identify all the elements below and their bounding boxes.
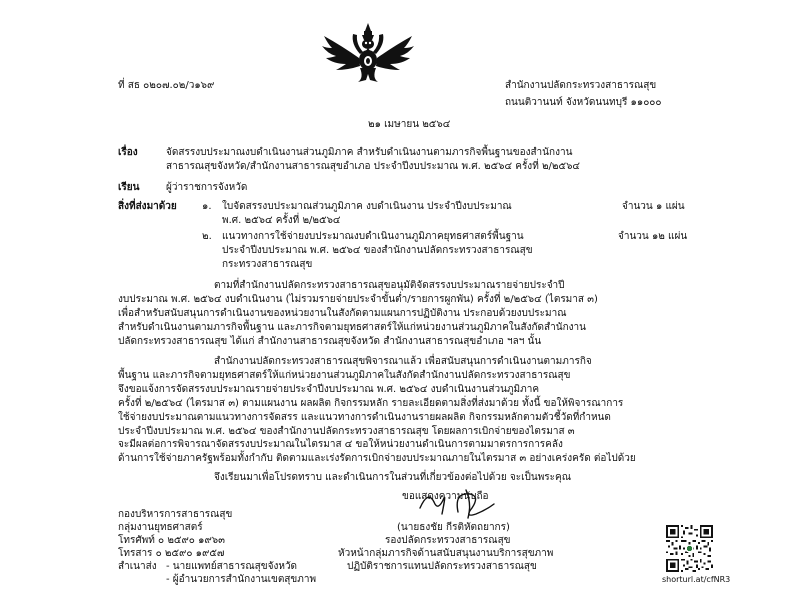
body-paragraph-2 bbox=[118, 355, 688, 466]
paragraph-line: ปลัดกระทรวงสาธารณสุข ได้แก่ สำนักงานสาธารณสุขจังหวัด สำนักงานสาธารณสุขอำเภอ ฯลฯ นั้น bbox=[118, 335, 542, 347]
regards: ขอแสดงความนับถือ bbox=[402, 491, 489, 502]
group-name: กลุ่มงานยุทธศาสตร์ bbox=[118, 522, 203, 533]
paragraph-line: ด้านการใช้จ่ายภาครัฐพร้อมทั้งกำกับ ติดตามและเร่งรัดการเบิกจ่ายงบประมาณภายในไตรมาส ๓ อย่างเคร่งครัด ต่อไปด้วย bbox=[118, 453, 636, 465]
paragraph-line: ใช้จ่ายงบประมาณตามแนวทางการจัดสรร และแนวทางการดำเนินงานรายผลผลิต กิจกรรมหลักตามตัวชี้วัดที่กำหนด bbox=[118, 411, 611, 423]
paragraph-line: พื้นฐาน และภารกิจตามยุทธศาสตร์ให้แก่หน่วยงานส่วนภูมิภาคในสังกัดสำนักงานปลัดกระทรวงสาธารณสุข bbox=[118, 369, 571, 381]
subject-line: จัดสรรงบประมาณงบดำเนินงานส่วนภูมิภาค สำหรับดำเนินงานตามภารกิจพื้นฐานของสำนักงาน bbox=[166, 147, 573, 158]
enclosure-line: พ.ศ. ๒๕๖๔ ครั้งที่ ๒/๒๕๖๔ bbox=[222, 215, 341, 226]
paragraph-line: จะมีผลต่อการพิจารณาจัดสรรงบประมาณในไตรมาส ๔ ขอให้หน่วยงานดำเนินการตามมาตรการการคลัง bbox=[118, 439, 563, 451]
enclosure-quantity: จำนวน ๑๒ แผ่น bbox=[618, 231, 688, 242]
enclosure-number: ๒. bbox=[202, 231, 212, 242]
subject-label: เรื่อง bbox=[118, 147, 138, 158]
paragraph-line: จึงขอแจ้งการจัดสรรงบประมาณรายจ่ายประจำปีงบประมาณ พ.ศ. ๒๕๖๔ งบดำเนินงานส่วนภูมิภาค bbox=[118, 383, 540, 395]
enclosure-line: แนวทางการใช้จ่ายงบประมาณงบดำเนินงานภูมิภาคยุทธศาสตร์พื้นฐาน bbox=[222, 231, 524, 242]
document-number: ที่ สธ ๐๒๐๗.๐๒/ว๑๖๙ bbox=[118, 80, 215, 91]
subject-line: สาธารณสุขจังหวัด/สำนักงานสาธารณสุขอำเภอ ประจำปีงบประมาณ พ.ศ. ๒๕๖๔ ครั้งที่ ๒/๒๕๖๔ bbox=[166, 161, 580, 172]
paragraph-line: ตามที่สำนักงานปลัดกระทรวงสาธารณสุขอนุมัติจัดสรรงบประมาณรายจ่ายประจำปี bbox=[214, 280, 565, 291]
office-address: ถนนติวานนท์ จังหวัดนนทบุรี ๑๑๐๐๐ bbox=[505, 97, 662, 108]
closing-line: จึงเรียนมาเพื่อโปรดทราบ และดำเนินการในส่วนที่เกี่ยวข้องต่อไปด้วย จะเป็นพระคุณ bbox=[214, 472, 572, 483]
enclosure-quantity: จำนวน ๑ แผ่น bbox=[622, 201, 685, 212]
document-date: ๒๑ เมษายน ๒๕๖๔ bbox=[368, 119, 451, 130]
enclosure-line: ใบจัดสรรงบประมาณส่วนภูมิภาค งบดำเนินงาน ประจำปีงบประมาณ bbox=[222, 201, 512, 212]
signatory-title: หัวหน้ากลุ่มภารกิจด้านสนับสนุนงานบริการสุขภาพ bbox=[338, 548, 554, 559]
enclosure-line: กระทรวงสาธารณสุข bbox=[222, 259, 313, 270]
signatory-name: (นายธงชัย กีรติหัตถยากร) bbox=[397, 522, 510, 533]
cc-recipient: - นายแพทย์สาธารณสุขจังหวัด bbox=[166, 561, 298, 572]
enclosure-number: ๑. bbox=[202, 201, 212, 212]
fax-number: โทรสาร ๐ ๒๕๙๐ ๑๙๕๗ bbox=[118, 548, 225, 559]
signatory-title: รองปลัดกระทรวงสาธารณสุข bbox=[385, 535, 511, 546]
office-name: สำนักงานปลัดกระทรวงสาธารณสุข bbox=[505, 80, 657, 91]
enclosure-line: ประจำปีงบประมาณ พ.ศ. ๒๕๖๔ ของสำนักงานปลัดกระทรวงสาธารณสุข bbox=[222, 245, 533, 256]
paragraph-line: ประจำปีงบประมาณ พ.ศ. ๒๕๖๔ ของสำนักงานปลัดกระทรวงสาธารณสุข โดยผลการเบิกจ่ายของไตรมาส ๓ bbox=[118, 425, 575, 437]
enclosures-label: สิ่งที่ส่งมาด้วย bbox=[118, 201, 177, 212]
garuda-emblem bbox=[320, 22, 416, 84]
paragraph-line: สำหรับดำเนินงานตามภารกิจพื้นฐาน และภารกิจตามยุทธศาสตร์ให้แก่หน่วยงานส่วนภูมิภาคในสังกัดสำนักงาน bbox=[118, 321, 586, 333]
short-url[interactable]: shorturl.at/cfNR3 bbox=[662, 575, 731, 584]
paragraph-line: ครั้งที่ ๒/๒๕๖๔ (ไตรมาส ๓) ตามแผนงาน ผลผลิต กิจกรรมหลัก รายละเอียดตามสิ่งที่ส่งมาด้วย ทั้งนี้ ขอให้พิจารณาการ bbox=[118, 397, 624, 409]
signature bbox=[414, 486, 514, 520]
paragraph-line: งบประมาณ พ.ศ. ๒๕๖๔ งบดำเนินงาน (ไม่รวมรายจ่ายประจำขั้นต่ำ/รายการผูกพัน) ครั้งที่ ๒/๒๕๖๔ (ไตรมาส ๓) bbox=[118, 293, 598, 305]
signatory-title: ปฏิบัติราชการแทนปลัดกระทรวงสาธารณสุข bbox=[347, 561, 537, 572]
division-name: กองบริหารการสาธารณสุข bbox=[118, 509, 233, 520]
salutation-text: ผู้ว่าราชการจังหวัด bbox=[166, 182, 248, 193]
cc-label: สำเนาส่ง bbox=[118, 561, 157, 572]
phone-number: โทรศัพท์ ๐ ๒๕๙๐ ๑๙๖๓ bbox=[118, 535, 225, 546]
qr-code[interactable] bbox=[662, 525, 717, 572]
body-paragraph-1 bbox=[118, 279, 688, 349]
salutation-label: เรียน bbox=[118, 182, 140, 193]
cc-recipient: - ผู้อำนวยการสำนักงานเขตสุขภาพ bbox=[166, 574, 317, 585]
paragraph-line: สำนักงานปลัดกระทรวงสาธารณสุขพิจารณาแล้ว เพื่อสนับสนุนการดำเนินงานตามภารกิจ bbox=[214, 356, 592, 367]
paragraph-line: เพื่อสำหรับสนับสนุนการดำเนินงานของหน่วยงานในสังกัดตามแผนการปฏิบัติงาน ประกอบด้วยงบประมาณ bbox=[118, 307, 567, 319]
